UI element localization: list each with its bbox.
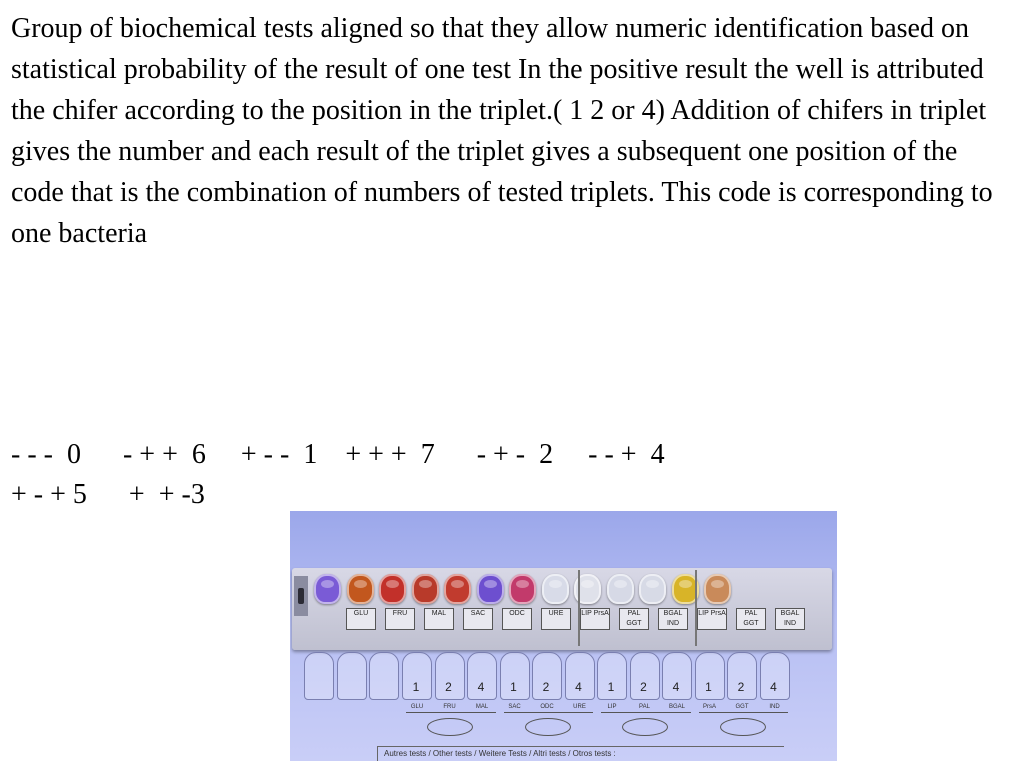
cupule-label: LIP PrsA (697, 608, 727, 630)
triplet-code-line-2: + - + 5 + + -3 (11, 479, 205, 510)
test-well (347, 574, 374, 604)
cupule-label: MAL (424, 608, 454, 630)
cupule-label: URE (541, 608, 571, 630)
card-tube (369, 652, 399, 700)
card-tube (304, 652, 334, 700)
triplet-sum-oval (525, 718, 571, 736)
triplet-bracket (699, 712, 789, 713)
cupule-label: BGAL IND (775, 608, 805, 630)
test-well (444, 574, 471, 604)
cupule-label: SAC (463, 608, 493, 630)
cupule-label: LIP PrsA (580, 608, 610, 630)
test-well (639, 574, 666, 604)
triplet-value: 2 (640, 680, 647, 694)
cupule-label: FRU (385, 608, 415, 630)
triplet-value: 2 (737, 680, 745, 694)
card-test-label: GLU (410, 704, 424, 710)
triplet-bracket (406, 712, 496, 713)
card-test-label: PAL (639, 704, 650, 710)
triplet-bracket (601, 712, 691, 713)
result-card (292, 650, 837, 761)
test-well (412, 574, 439, 604)
description-paragraph: Group of biochemical tests aligned so that they allow numeric identification based on statistical probability of the result of one test In the positive result the well is attributed the chifer according to the position in the triplet.( 1 2 or 4) Addition of chifers in triplet gives the number and each result of the triplet gives a subsequent one position of the code that is the combination of numbers of tested triplets. This code is corresponding to one bacteria (11, 13, 993, 249)
triplet-sum-oval (427, 718, 473, 736)
cupule-label: PAL GGT (736, 608, 766, 630)
test-well (379, 574, 406, 604)
card-test-label: BGAL (668, 704, 685, 710)
triplet-value: 1 (412, 680, 420, 694)
triplet-value: 1 (510, 680, 517, 694)
triplet-sum-oval (720, 718, 766, 736)
triplet-value: 1 (607, 680, 615, 694)
card-test-label: PrsA (702, 704, 716, 710)
strip-divider (578, 570, 580, 646)
triplet-code-line-1: - - - 0 - + + 6 + - - 1 + + + 7 - + - 2 - - + 4 (11, 439, 665, 470)
triplet-value: 2 (445, 680, 452, 694)
triplet-value: 2 (542, 680, 550, 694)
test-well (607, 574, 634, 604)
api-strip-photo (290, 511, 837, 761)
test-well (704, 574, 731, 604)
test-well (477, 574, 504, 604)
test-strip (292, 568, 832, 650)
cupule-label: PAL GGT (619, 608, 649, 630)
triplet-sum-oval (622, 718, 668, 736)
card-test-label: ODC (540, 704, 554, 710)
card-test-label: GGT (735, 704, 749, 710)
strip-divider (695, 570, 697, 646)
other-tests-footer: Autres tests / Other tests / Weitere Tests / Altri tests / Otros tests : (377, 746, 784, 761)
triplet-value: 4 (672, 680, 680, 694)
cupule-label: BGAL IND (658, 608, 688, 630)
cupule-label: GLU (346, 608, 376, 630)
card-test-label: IND (769, 704, 780, 710)
card-test-label: LIP (607, 704, 617, 710)
triplet-bracket (504, 712, 594, 713)
triplet-value: 4 (575, 680, 582, 694)
card-test-label: URE (573, 704, 586, 710)
triplet-value: 4 (477, 680, 485, 694)
card-test-label: SAC (508, 704, 521, 710)
card-test-label: FRU (443, 704, 456, 710)
test-well (542, 574, 569, 604)
card-tube (337, 652, 367, 700)
cupule-label: ODC (502, 608, 532, 630)
triplet-value: 1 (705, 680, 712, 694)
triplet-value: 4 (770, 680, 777, 694)
strip-end-tab (294, 576, 308, 616)
test-well (314, 574, 341, 604)
card-test-label: MAL (475, 704, 489, 710)
test-well (509, 574, 536, 604)
